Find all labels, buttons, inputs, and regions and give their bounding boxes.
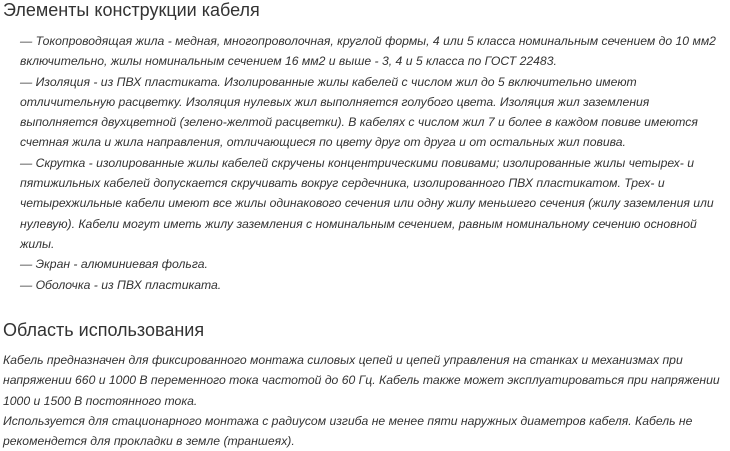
usage-paragraph: Используется для стационарного монтажа с радиусом изгиба не менее пяти наружных диаметров кабеля. Кабель не рекомендется для прокладки в земле (траншеях). [3,413,693,449]
list-item-conductor: — Токопроводящая жила - медная, многопроволочная, круглой формы, 4 или 5 класса номинальным сечением до 10 мм2 включительно, жилы номинальным сечением 16 мм2 и выше - 3, 4 и 5 класса по ГОСТ 22483. [20,34,716,69]
section-title-usage: Область использования [3,320,205,340]
list-item-insulation: — Изоляция - из ПВХ пластиката. Изолированные жилы кабелей с числом жил до 5 включительно имеют отличительную расцветку. Изоляция нулевых жил выполняется голубого цвета. Изоляция жил заземления выполняется двухцветной (зелено-желтой расцветки). В кабелях с числом жил 7 и более в каждом повиве имеются счетная жила и жила направления, отличающиеся по цвету друг от друга и от остальных жил повива. [20,74,698,150]
list-item-twisting: — Скрутка - изолированные жилы кабелей скручены концентрическими повивами; изолированные жилы четырех- и пятижильных кабелей допускается скручивать вокруг сердечника, изолированного ПВХ пластикатом. Трех- и четырехжильные кабели имеют все жилы одинакового сечения или одну жилу меньшего сечения (жилу заземления или нулевую). Кабели могут иметь жилу заземления с номинальным сечением, равным номинальному сечению основной жилы. [20,155,714,251]
list-item-sheath: — Оболочка - из ПВХ пластиката. [20,277,222,292]
usage-paragraph: Кабель предназначен для фиксированного монтажа силовых цепей и цепей управления на станках и механизмах при напряжении 660 и 1000 В переменного тока частотой до 60 Гц. Кабель также может эксплуатироваться при напряжении 1000 и 1500 В постоянного тока. [3,353,720,408]
construction-list [20,31,730,295]
usage-text [3,350,730,451]
section-title-construction: Элементы конструкции кабеля [3,0,260,20]
list-item-screen: — Экран - алюминиевая фольга. [20,257,208,272]
